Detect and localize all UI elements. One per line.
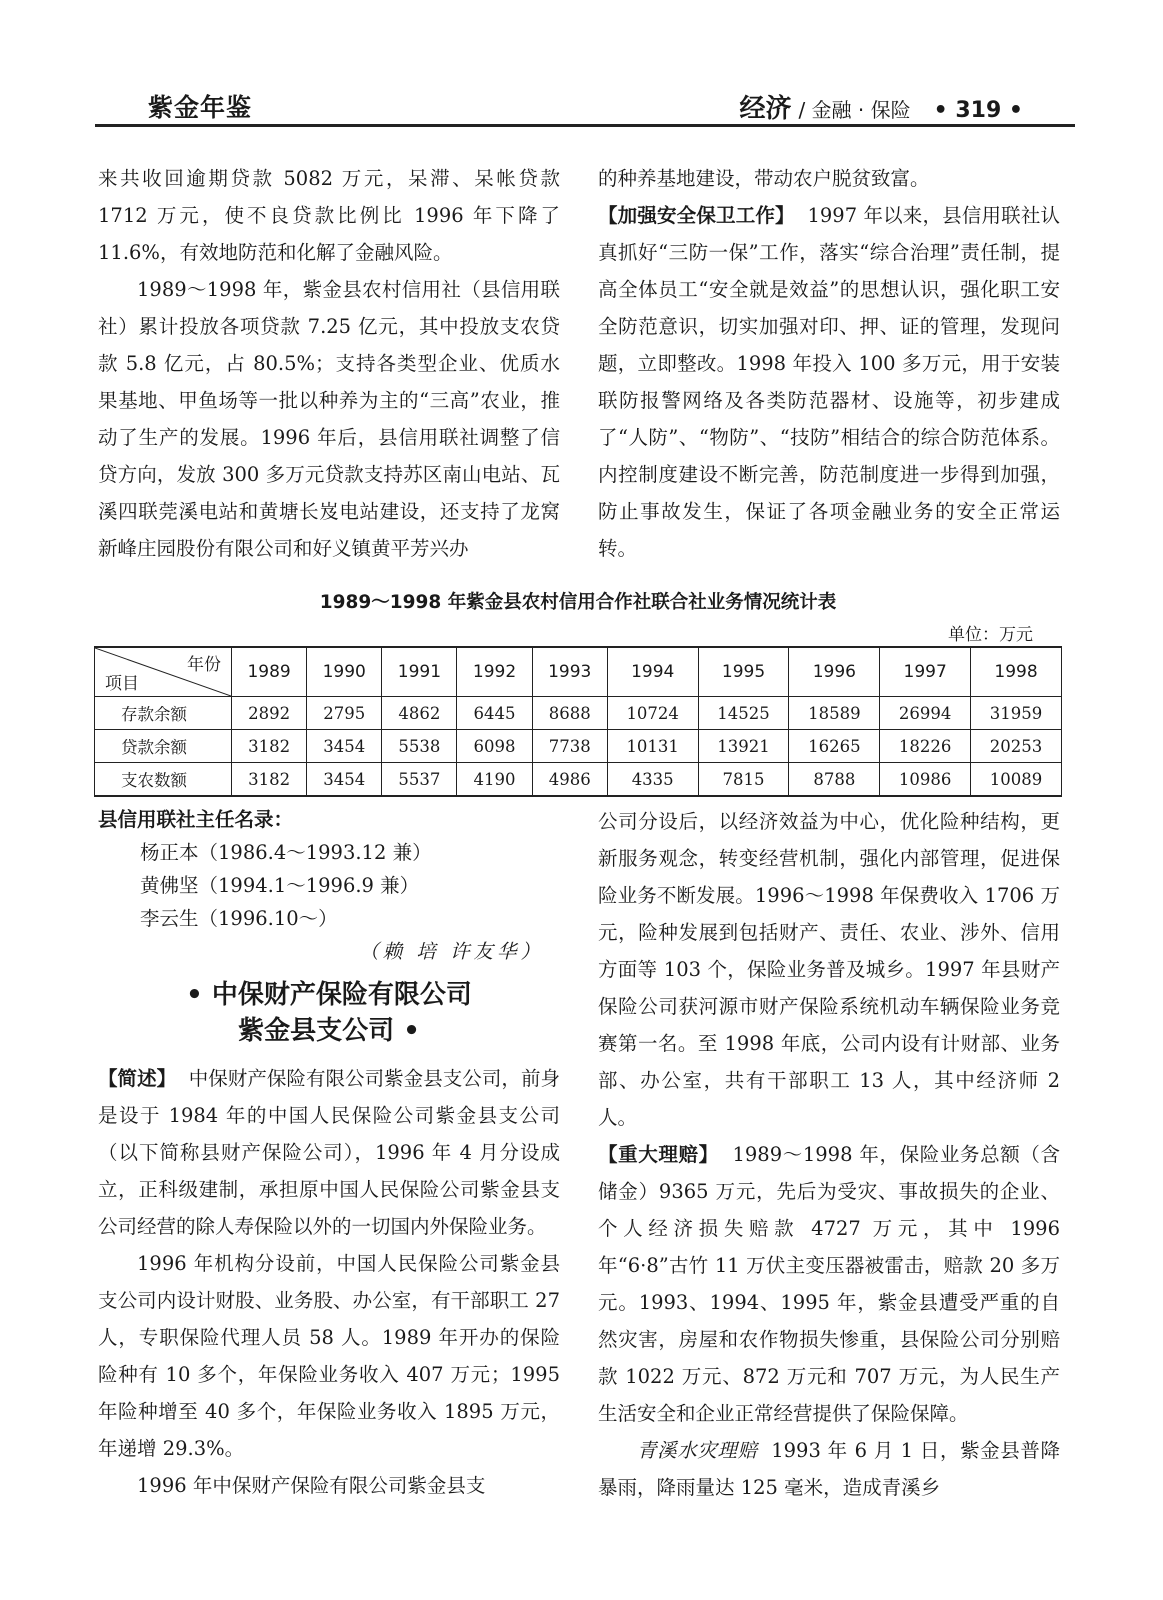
table-cell: 3182 (232, 763, 307, 797)
corner-year-label: 年份 (187, 655, 221, 675)
table-cell: 5538 (382, 730, 457, 763)
paragraph: 来共收回逾期贷款 5082 万元，呆滞、呆帐贷款 1712 万元，使不良贷款比例比 1996 年下降了 11.6%，有效地防范和化解了金融风险。 (98, 167, 560, 264)
corner-item-label: 项目 (105, 674, 139, 694)
paragraph: 1996 年机构分设前，中国人民保险公司紫金县支公司内设计财股、业务股、办公室，有干部职工 27 人，专职保险代理人员 58 人。1989 年开办的保险险种有 10 多个，年保险业务收入 407 万元；1995 年险种增至 40 多个，年保险业务收入 1895 万元，年递增 29.3%。 (98, 1252, 560, 1460)
directors-list (98, 803, 560, 968)
article-title-line: 紫金县支公司 • (238, 1016, 420, 1046)
table-cell: 7738 (532, 730, 607, 763)
director-entry: 黄佛坚（1994.1～1996.9 兼） (140, 874, 420, 897)
paragraph (598, 197, 1060, 567)
table-cell: 6098 (457, 730, 532, 763)
row-label: 支农数额 (95, 763, 232, 797)
paragraph (98, 1060, 560, 1245)
paragraph: 1989～1998 年，紫金县农村信用社（县信用联社）累计投放各项贷款 7.25 亿元，其中投放支农贷款 5.8 亿元，占 80.5%；支持各类型企业、优质水果基地、甲鱼场等一批以种养为主的“三高”农业，推动了生产的发展。1996 年后，县信用联社调整了信贷方向，发放 300 多万元贷款支持苏区南山电站、瓦溪四联莞溪电站和黄塘长岌电站建设，还支持了龙窝新峰庄园股份有限公司和好义镇黄平芳兴办 (98, 278, 560, 560)
paragraph: 1996 年中保财产保险有限公司紫金县支 (137, 1474, 486, 1497)
table-cell: 20253 (971, 730, 1062, 763)
table-cell: 10089 (971, 763, 1062, 797)
paragraph-text: 1989～1998 年，保险业务总额（含储金）9365 万元，先后为受灾、事故损失的企业、个人经济损失赔款 4727 万元，其中 1996 年“6·8”古竹 11 万伏主变压器被雷击，赔款 20 多万元。1993、1994、1995 年，紫金县遭受严重的自然灾害，房屋和农作物损失惨重，县保险公司分别赔款 1022 万元、872 万元和 707 万元，为人民生产生活安全和企业正常经营提供了保险保障。 (598, 1143, 1060, 1425)
director-entry: 李云生（1996.10～） (140, 907, 338, 930)
year-header: 1990 (307, 647, 382, 697)
authors: （赖 培 许友华） (359, 940, 544, 963)
header-rule (95, 124, 1075, 127)
table-cell: 8788 (789, 763, 880, 797)
table-cell: 10131 (607, 730, 698, 763)
subheading: 青溪水灾理赔 (637, 1439, 758, 1462)
table-unit: 单位：万元 (948, 625, 1033, 645)
paragraph: 的种养基地建设，带动农户脱贫致富。 (598, 167, 930, 190)
directors-title: 县信用联社主任名录： (98, 808, 294, 831)
table-cell: 10986 (880, 763, 971, 797)
table-cell: 10724 (607, 697, 698, 730)
article-title (98, 977, 560, 1049)
page-number: • 319 • (933, 98, 1023, 123)
table-cell: 13921 (698, 730, 789, 763)
section-heading: 【重大理赔】 (598, 1143, 719, 1166)
section-header (739, 88, 1023, 125)
table-cell: 8688 (532, 697, 607, 730)
paragraph-text: 1997 年以来，县信用联社认真抓好“三防一保”工作，落实“综合治理”责任制，提高全体员工“安全就是效益”的思想认识，强化职工安全防范意识，切实加强对印、押、证的管理，发现问题，立即整改。1998 年投入 100 多万元，用于安装联防报警网络及各类防范器材、设施等，初步建成了“人防”、“物防”、“技防”相结合的综合防范体系。内控制度建设不断完善，防范制度进一步得到加强，防止事故发生，保证了各项金融业务的安全正常运转。 (598, 204, 1060, 560)
year-header: 1992 (457, 647, 532, 697)
year-header: 1995 (698, 647, 789, 697)
year-header: 1993 (532, 647, 607, 697)
table-cell: 3454 (307, 763, 382, 797)
section-heading: 【简述】 (98, 1067, 177, 1090)
column-left-bottom (98, 1060, 560, 1504)
paragraph (598, 1136, 1060, 1432)
year-header: 1994 (607, 647, 698, 697)
column-left-top (98, 160, 560, 567)
table-cell: 2892 (232, 697, 307, 730)
table-cell: 26994 (880, 697, 971, 730)
row-label: 贷款余额 (95, 730, 232, 763)
statistics-table (94, 646, 1062, 797)
table-cell: 5537 (382, 763, 457, 797)
table-cell: 7815 (698, 763, 789, 797)
table-cell: 3182 (232, 730, 307, 763)
table-cell: 4986 (532, 763, 607, 797)
section-heading: 【加强安全保卫工作】 (598, 204, 795, 227)
table-cell: 6445 (457, 697, 532, 730)
table-cell: 3454 (307, 730, 382, 763)
table-cell: 18226 (880, 730, 971, 763)
year-header: 1997 (880, 647, 971, 697)
year-header: 1989 (232, 647, 307, 697)
column-right-top (598, 160, 1060, 567)
table-cell: 14525 (698, 697, 789, 730)
paragraph (598, 1432, 1060, 1506)
table-row (95, 763, 1062, 797)
table-cell: 2795 (307, 697, 382, 730)
paragraph: 公司分设后，以经济效益为中心，优化险种结构，更新服务观念，转变经营机制，强化内部管理，促进保险业务不断发展。1996～1998 年保费收入 1706 万元，险种发展到包括财产、责任、农业、涉外、信用方面等 103 个，保险业务普及城乡。1997 年县财产保险公司获河源市财产保险系统机动车辆保险业务竞赛第一名。至 1998 年底，公司内设有计财部、业务部、办公室，共有干部职工 13 人，其中经济师 2 人。 (598, 810, 1060, 1129)
table-row (95, 697, 1062, 730)
section-name: 经济 (739, 94, 792, 124)
table-cell: 31959 (971, 697, 1062, 730)
director-entry: 杨正本（1986.4～1993.12 兼） (140, 841, 432, 864)
table-cell: 18589 (789, 697, 880, 730)
table-cell: 16265 (789, 730, 880, 763)
table-header-row (95, 647, 1062, 697)
table-caption: 1989～1998 年紫金县农村信用合作社联合社业务情况统计表 (319, 592, 837, 613)
table-cell: 4190 (457, 763, 532, 797)
paragraph-text: 中保财产保险有限公司紫金县支公司，前身是设于 1984 年的中国人民保险公司紫金县支公司（以下简称县财产保险公司），1996 年 4 月分设成立，正科级建制，承担原中国人民保险公司紫金县支公司经营的除人寿保险以外的一切国内外保险业务。 (98, 1067, 560, 1238)
year-header: 1996 (789, 647, 880, 697)
table-row (95, 730, 1062, 763)
year-header: 1991 (382, 647, 457, 697)
table-corner-cell (95, 647, 232, 697)
paragraph-text: 1993 年 6 月 1 日，紫金县普降暴雨，降雨量达 125 毫米，造成青溪乡 (598, 1439, 1060, 1499)
column-right-bottom (598, 803, 1060, 1506)
row-label: 存款余额 (95, 697, 232, 730)
yearbook-title: 紫金年鉴 (148, 93, 253, 122)
article-title-line: • 中保财产保险有限公司 (186, 980, 472, 1010)
table-cell: 4862 (382, 697, 457, 730)
table-cell: 4335 (607, 763, 698, 797)
subsection-name: / 金融 · 保险 (798, 98, 911, 122)
year-header: 1998 (971, 647, 1062, 697)
